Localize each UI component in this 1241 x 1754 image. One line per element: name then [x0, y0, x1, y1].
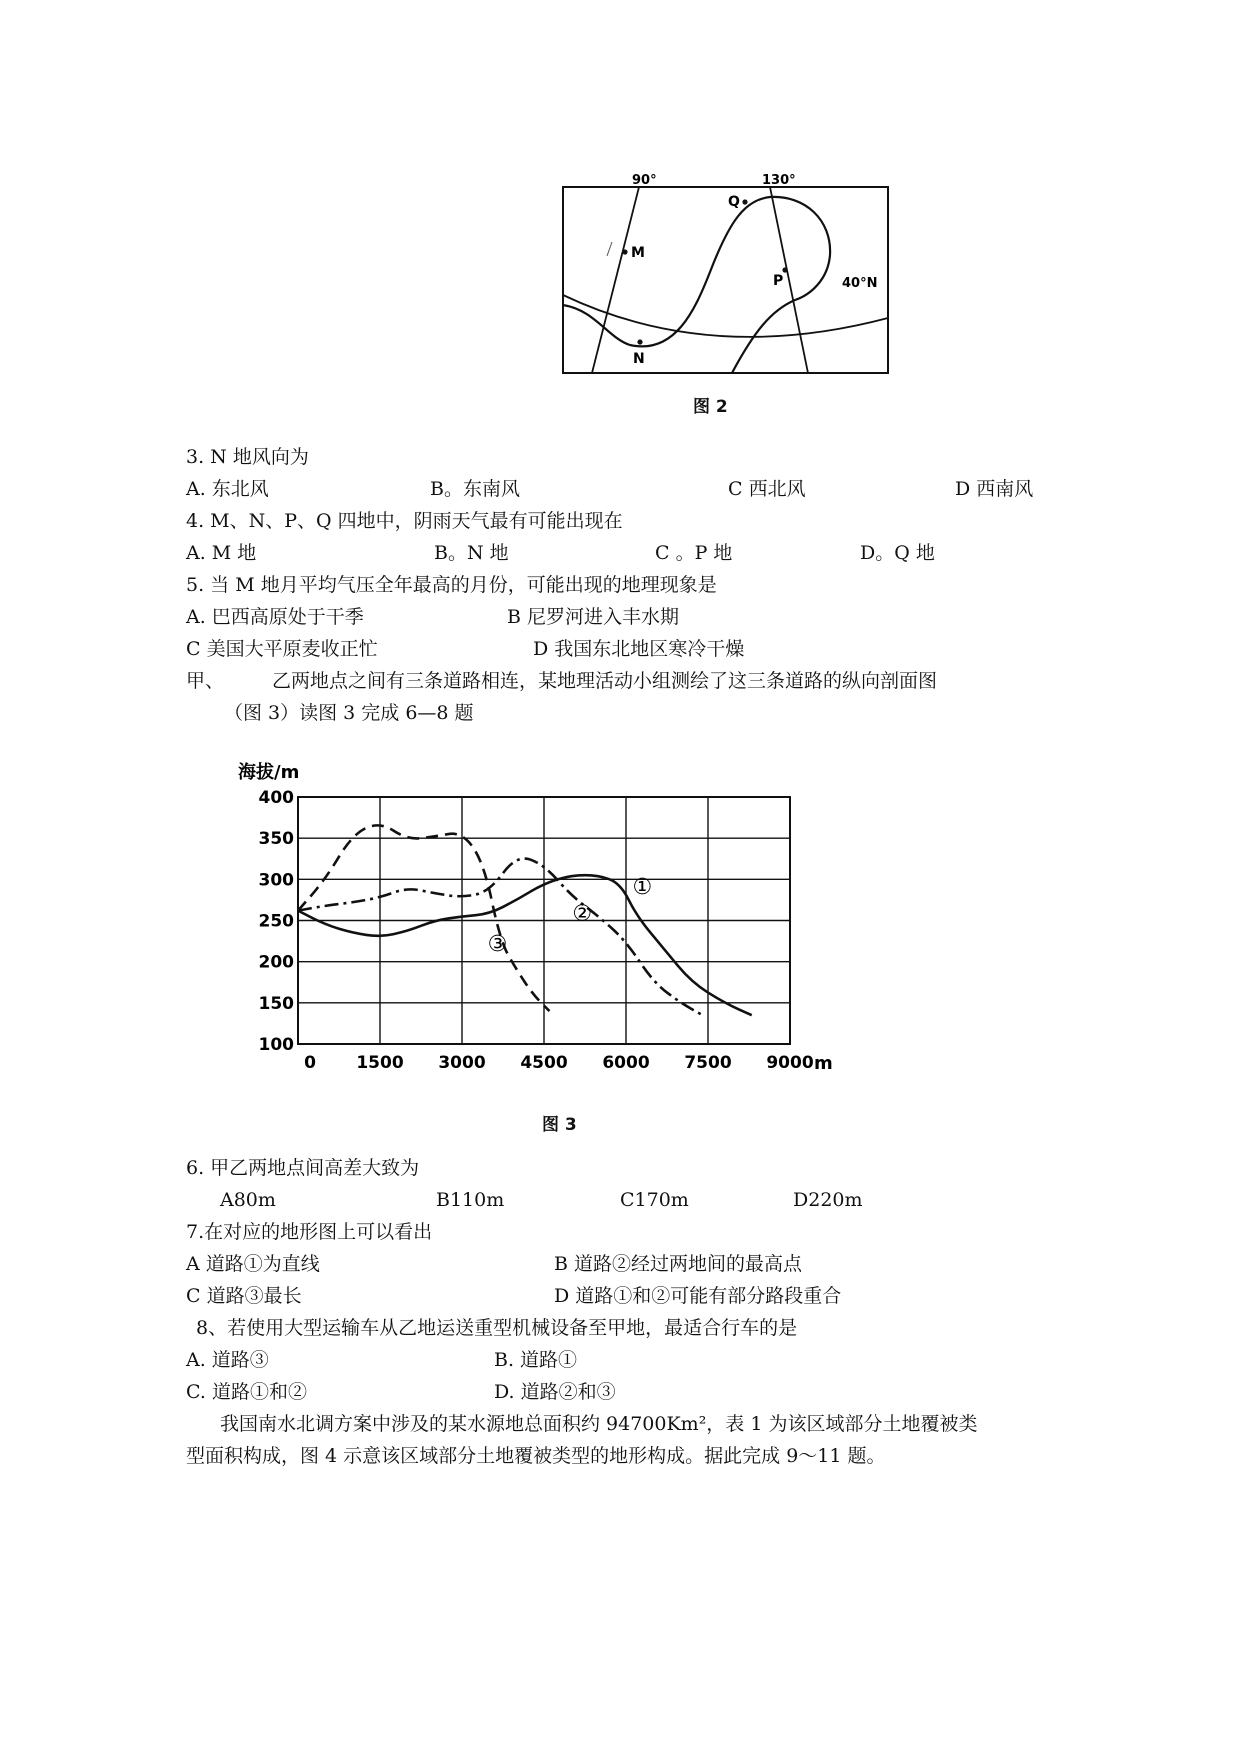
point-n-marker: [637, 339, 642, 344]
q4-option-b: B。N 地: [434, 542, 509, 564]
q4-option-d: D。Q 地: [860, 542, 935, 564]
q7-option-d: D 道路①和②可能有部分路段重合: [554, 1285, 842, 1307]
q7-option-a: A 道路①为直线: [186, 1253, 320, 1275]
x-axis-unit-label: m: [814, 1053, 833, 1074]
q4-option-a: A. M 地: [186, 542, 257, 564]
x-tick-label: 3000: [438, 1053, 486, 1073]
y-tick-label: 350: [258, 829, 294, 850]
intro-1-line-2: （图 3）读图 3 完成 6—8 题: [224, 702, 474, 724]
figure-3-caption: 图 3: [542, 1115, 577, 1135]
q3-option-d: D 西南风: [955, 478, 1034, 500]
lon-label-130: 130°: [762, 173, 796, 188]
q5-option-a: A. 巴西高原处于干季: [186, 606, 364, 628]
intro-1-line-1a: 甲、: [186, 670, 225, 692]
q8-option-d: D. 道路②和③: [494, 1381, 616, 1403]
figure-3-chart: [238, 750, 890, 1090]
q8-option-c: C. 道路①和②: [186, 1381, 307, 1403]
point-m-marker: [622, 249, 627, 254]
x-tick-label: 9000: [766, 1053, 814, 1073]
intro-2-line-1: 我国南水北调方案中涉及的某水源地总面积约 94700Km²，表 1 为该区域部分土地覆被类: [220, 1413, 978, 1435]
y-tick-label: 150: [258, 993, 294, 1014]
figure-2-caption: 图 2: [693, 397, 728, 417]
q7-option-c: C 道路③最长: [186, 1285, 302, 1307]
q3-option-a: A. 东北风: [186, 478, 269, 500]
series-label-1: ①: [632, 875, 653, 901]
intro-1-line-1b: 乙两地点之间有三条道路相连，某地理活动小组测绘了这三条道路的纵向剖面图: [272, 670, 938, 692]
point-label-n: N: [633, 351, 645, 367]
q8-stem: 8、若使用大型运输车从乙地运送重型机械设备至甲地，最适合行车的是: [196, 1317, 798, 1339]
q7-option-b: B 道路②经过两地间的最高点: [554, 1253, 803, 1275]
point-label-q: Q: [728, 194, 740, 210]
q4-stem: 4. M、N、P、Q 四地中，阴雨天气最有可能出现在: [186, 510, 623, 532]
q5-option-d: D 我国东北地区寒冷干燥: [533, 638, 745, 660]
x-tick-label: 1500: [356, 1053, 404, 1073]
y-tick-label: 100: [258, 1035, 294, 1055]
q6-option-b: B110m: [436, 1189, 505, 1211]
x-tick-label: 6000: [602, 1053, 650, 1073]
point-label-p: P: [773, 273, 784, 289]
point-label-m: M: [631, 245, 645, 261]
q5-option-c: C 美国大平原麦收正忙: [186, 638, 378, 660]
series-line-3: [298, 825, 549, 1011]
q5-stem: 5. 当 M 地月平均气压全年最高的月份，可能出现的地理现象是: [186, 574, 717, 596]
series-label-3: ③: [487, 931, 508, 957]
series-line-1: [298, 875, 752, 1015]
q3-option-b: B。东南风: [430, 478, 520, 500]
q4-option-c: C 。P 地: [655, 542, 733, 564]
figure-2-map: [560, 170, 910, 395]
q3-option-c: C 西北风: [728, 478, 806, 500]
q6-option-c: C170m: [620, 1189, 689, 1211]
y-tick-label: 250: [258, 911, 294, 932]
q6-stem: 6. 甲乙两地点间高差大致为: [186, 1157, 420, 1179]
y-tick-label: 300: [258, 870, 294, 891]
y-tick-label: 200: [258, 952, 294, 973]
q8-option-b: B. 道路①: [494, 1349, 578, 1371]
q6-option-d: D220m: [793, 1189, 863, 1211]
y-axis-label: 海拔/m: [238, 762, 300, 783]
q3-stem: 3. N 地风向为: [186, 446, 309, 468]
x-tick-label: 4500: [520, 1053, 568, 1073]
point-q-marker: [742, 199, 747, 204]
series-label-2: ②: [572, 901, 593, 927]
q8-option-a: A. 道路③: [186, 1349, 269, 1371]
intro-2-line-2: 型面积构成，图 4 示意该区域部分土地覆被类型的地形构成。据此完成 9～11 题。: [186, 1445, 886, 1467]
x-tick-label: 7500: [684, 1053, 732, 1073]
q7-stem: 7.在对应的地形图上可以看出: [186, 1221, 433, 1243]
y-tick-label: 400: [258, 788, 294, 808]
lon-label-90: 90°: [632, 173, 657, 188]
x-tick-label: 0: [304, 1053, 316, 1073]
lat-label-40n: 40°N: [842, 276, 878, 291]
point-p-marker: [782, 267, 787, 272]
q6-option-a: A80m: [220, 1189, 276, 1211]
q5-option-b: B 尼罗河进入丰水期: [507, 606, 680, 628]
